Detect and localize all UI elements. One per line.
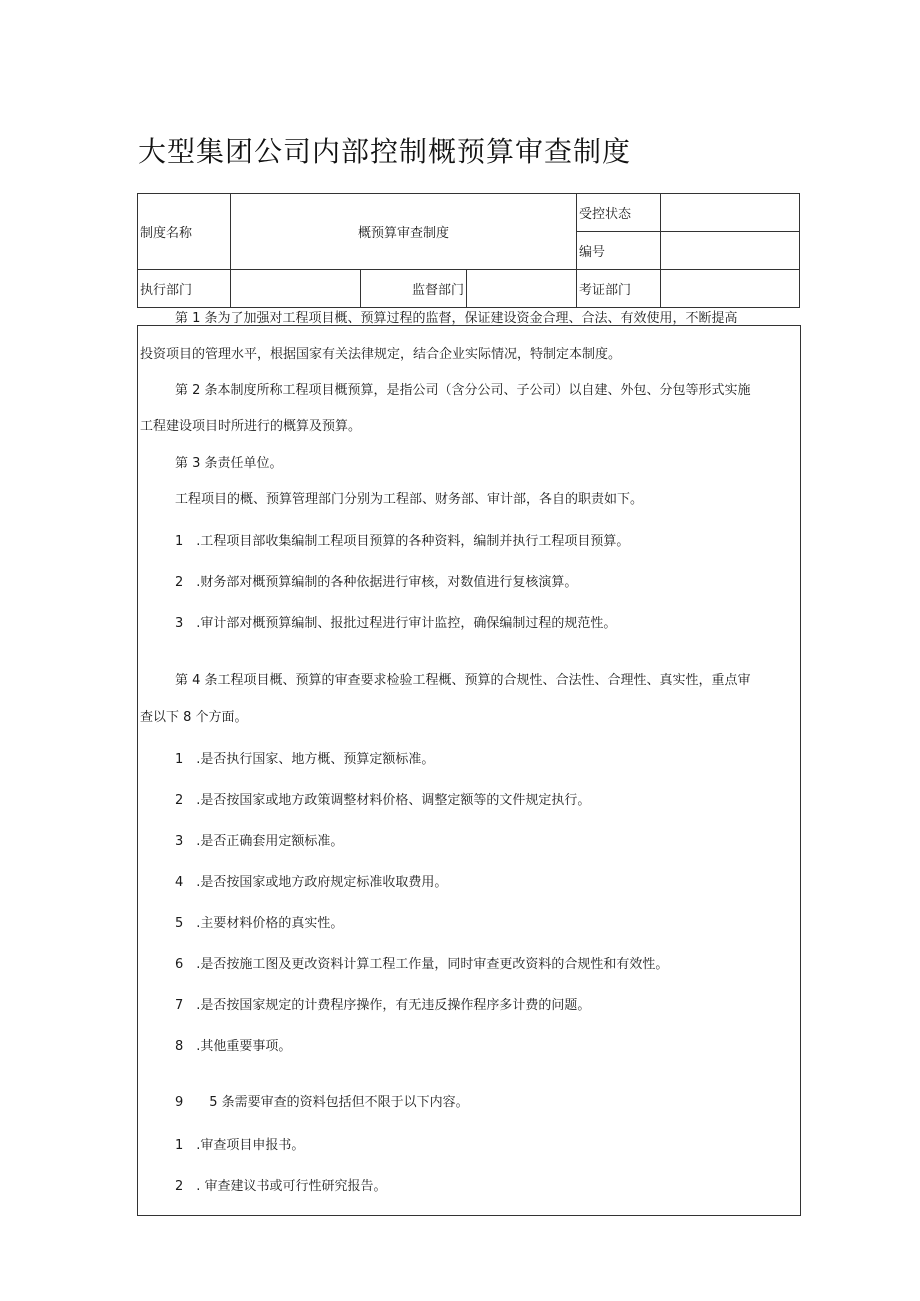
body-line-article-2a: 第 2 条本制度所称工程项目概预算，是指公司（含分公司、子公司）以自建、外包、分包等形式实施 [175, 383, 751, 398]
exec-dept-value-cell [231, 270, 361, 308]
body-line-material-2: 2 . 审查建议书或可行性研究报告。 [175, 1179, 387, 1194]
supervise-dept-label-cell: 监督部门 [361, 270, 467, 308]
control-status-value-cell [661, 194, 800, 232]
body-line-review-7: 7 .是否按国家规定的计费程序操作，有无违反操作程序多计费的问题。 [175, 998, 591, 1013]
document-title: 大型集团公司内部控制概预算审查制度 [138, 135, 632, 168]
body-line-review-4: 4 .是否按国家或地方政府规定标准收取费用。 [175, 875, 448, 890]
body-line-article-3: 第 3 条责任单位。 [175, 456, 283, 471]
name-value-cell: 概预算审查制度 [231, 194, 577, 270]
body-line-review-3: 3 .是否正确套用定额标准。 [175, 834, 344, 849]
body-line-duty-1: 1 .工程项目部收集编制工程项目预算的各种资料，编制并执行工程项目预算。 [175, 534, 630, 549]
header-table [137, 193, 800, 308]
assess-dept-label-cell: 考证部门 [577, 270, 661, 308]
assess-dept-value-cell [661, 270, 800, 308]
name-label-cell: 制度名称 [138, 194, 231, 270]
exec-dept-label-cell: 执行部门 [138, 270, 231, 308]
body-line-article-4a: 第 4 条工程项目概、预算的审查要求检验工程概、预算的合规性、合法性、合理性、真实性，重点审 [175, 673, 751, 688]
body-line-material-1: 1 .审查项目申报书。 [175, 1138, 305, 1153]
body-line-departments: 工程项目的概、预算管理部门分别为工程部、财务部、审计部，各自的职责如下。 [175, 492, 644, 507]
number-value-cell [661, 232, 800, 270]
control-status-label-cell: 受控状态 [577, 194, 661, 232]
number-label-cell: 编号 [577, 232, 661, 270]
body-line-article-1a: 第 1 条为了加强对工程项目概、预算过程的监督，保证建设资金合理、合法、有效使用，不断提高 [175, 311, 738, 326]
body-line-review-1: 1 .是否执行国家、地方概、预算定额标准。 [175, 752, 435, 767]
body-line-review-5: 5 .主要材料价格的真实性。 [175, 916, 344, 931]
body-line-duty-3: 3 .审计部对概预算编制、报批过程进行审计监控，确保编制过程的规范性。 [175, 616, 617, 631]
body-line-duty-2: 2 .财务部对概预算编制的各种依据进行审核，对数值进行复核演算。 [175, 575, 578, 590]
body-line-review-2: 2 .是否按国家或地方政策调整材料价格、调整定额等的文件规定执行。 [175, 793, 591, 808]
body-line-article-2b: 工程建设项目时所进行的概算及预算。 [140, 419, 362, 434]
body-line-article-4b: 查以下 8 个方面。 [140, 710, 248, 725]
body-line-review-6: 6 .是否按施工图及更改资料计算工程工作量，同时审查更改资料的合规性和有效性。 [175, 957, 669, 972]
body-line-article-1b: 投资项目的管理水平，根据国家有关法律规定，结合企业实际情况，特制定本制度。 [140, 347, 622, 362]
body-line-review-8: 8 .其他重要事项。 [175, 1039, 292, 1054]
supervise-dept-value-cell [467, 270, 577, 308]
body-line-article-5: 9 5 条需要审查的资料包括但不限于以下内容。 [175, 1095, 469, 1110]
